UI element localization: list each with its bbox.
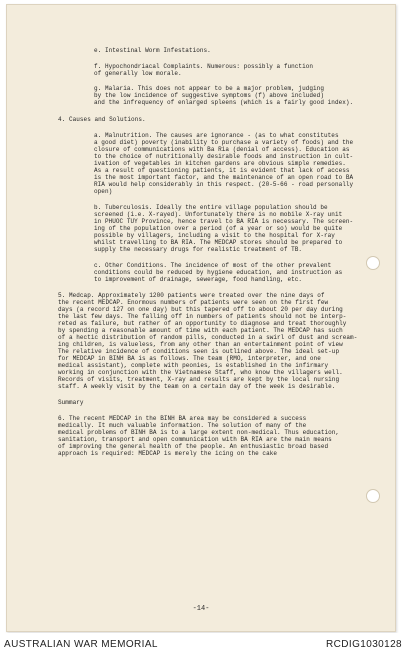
text-line: medical assistant), complete with peonies, is established in the infirmary bbox=[58, 362, 329, 369]
text-line: Records of visits, treatment, X-ray and results are kept by the local nursing bbox=[58, 376, 340, 383]
text-line: of a hectic distribution of random pills, conducted in a swirl of dust and scream- bbox=[58, 334, 358, 341]
text-line: approach is required: MEDCAP is merely the icing on the cake bbox=[58, 450, 278, 457]
text-line: is the most important factor, and the maintenance of an open road to BA bbox=[94, 174, 354, 181]
text-line: sanitation, transport and open communication with BA RIA are the main means bbox=[58, 436, 332, 443]
text-line: for MEDCAP in BINH BA is as follows. The team (RMO, interpreter, and one bbox=[58, 355, 321, 362]
text-line: days (a record 127 on one day) but this tapered off to about 20 per day during bbox=[58, 306, 343, 313]
text-line: supply the necessary drugs for realistic treatment of TB. bbox=[94, 246, 303, 253]
text-line: conditions could be reduced by hygiene education, and instruction as bbox=[94, 269, 343, 276]
document-page bbox=[6, 4, 396, 632]
text-line: 4. Causes and Solutions. bbox=[58, 116, 146, 123]
text-line: closure of communications with Ba Ria (denial of access). Education as bbox=[94, 146, 350, 153]
text-line: As a result of questioning patients, it is evident that lack of access bbox=[94, 167, 350, 174]
text-line: medically. It much valuable information. The solution of many of the bbox=[58, 422, 307, 429]
text-line: medical problems of BINH BA is to a large extent non-medical. Thus education, bbox=[58, 429, 340, 436]
text-line: c. Other Conditions. The incidence of most of the other prevalent bbox=[94, 262, 332, 269]
text-line: b. Tuberculosis. Ideally the entire village population should be bbox=[94, 204, 328, 211]
text-line: and the infrequency of enlarged spleens (which is a fairly good index). bbox=[94, 99, 354, 106]
text-line: e. Intestinal Worm Infestations. bbox=[94, 47, 211, 54]
footer-record-id: RCDIG1030128 bbox=[326, 639, 402, 650]
text-line: ivation of vegetables in kitchen gardens are obvious simple remedies. bbox=[94, 160, 346, 167]
text-line: Summary bbox=[58, 399, 84, 406]
text-line: screened (i.e. X-rayed). Unfortunately there is no mobile X-ray unit bbox=[94, 211, 343, 218]
text-line: ing children, is valueless, from any other than an entertainment point of view bbox=[58, 341, 343, 348]
punch-hole bbox=[366, 256, 380, 270]
page-number: -14- bbox=[192, 605, 210, 613]
text-line: possible by villagers, including a visit to the hospital for X-ray bbox=[94, 232, 335, 239]
text-line: 5. Medcap. Approximately 1200 patients were treated over the nine days of bbox=[58, 292, 325, 299]
text-line: open) bbox=[94, 188, 113, 195]
text-line: of generally low morale. bbox=[94, 70, 182, 77]
text-line: by spending a reasonable amount of time with each patient. The MEDCAP has such bbox=[58, 327, 343, 334]
text-line: of improving the general health of the people. An enthusiastic broad based bbox=[58, 443, 329, 450]
text-line: a. Malnutrition. The causes are ignorance - (as to what constitutes bbox=[94, 132, 339, 139]
text-line: f. Hypochondriacal Complaints. Numerous: possibly a function bbox=[94, 63, 314, 70]
text-line: the last few days. The falling off in numbers of patients should not be interp- bbox=[58, 313, 347, 320]
text-line: ing of the population over a period (of a year or so) would be quite bbox=[94, 225, 343, 232]
text-line: reted as failure, but rather of an opportunity to diagnose and treat thoroughly bbox=[58, 320, 347, 327]
text-line: g. Malaria. This does not appear to be a major problem, judging bbox=[94, 85, 324, 92]
text-line: by the low incidence of suggestive symptoms (f) above included) bbox=[94, 92, 324, 99]
footer-source: AUSTRALIAN WAR MEMORIAL bbox=[4, 639, 158, 650]
text-line: staff. A weekly visit by the team on a certain day of the week is desirable. bbox=[58, 383, 336, 390]
text-line: to the choice of nutritionally desirable foods and instruction in cult- bbox=[94, 153, 354, 160]
text-line: the recent MEDCAP. Enormous numbers of patients were seen on the first few bbox=[58, 299, 329, 306]
text-line: 6. The recent MEDCAP in the BINH BA area may be considered a success bbox=[58, 415, 307, 422]
text-line: whilst travelling to BA RIA. The MEDCAP stores should be prepared to bbox=[94, 239, 343, 246]
text-line: a good diet) poverty (inability to purchase a variety of foods) and the bbox=[94, 139, 354, 146]
punch-hole bbox=[366, 489, 380, 503]
text-line: in PHUOC TUY Province, hence travel to BA RIA is necessary. The screen- bbox=[94, 218, 354, 225]
text-line: The relative incidence of conditions seen is outlined above. The ideal set-up bbox=[58, 348, 340, 355]
archive-footer bbox=[0, 633, 408, 654]
text-line: working in conjunction with the Vietnamese Staff, who know the villagers well. bbox=[58, 369, 343, 376]
text-line: RIA would help considerably in this respect. (20-5-66 - road personally bbox=[94, 181, 354, 188]
text-line: to improvement of drainage, sewerage, food handling, etc. bbox=[94, 276, 303, 283]
